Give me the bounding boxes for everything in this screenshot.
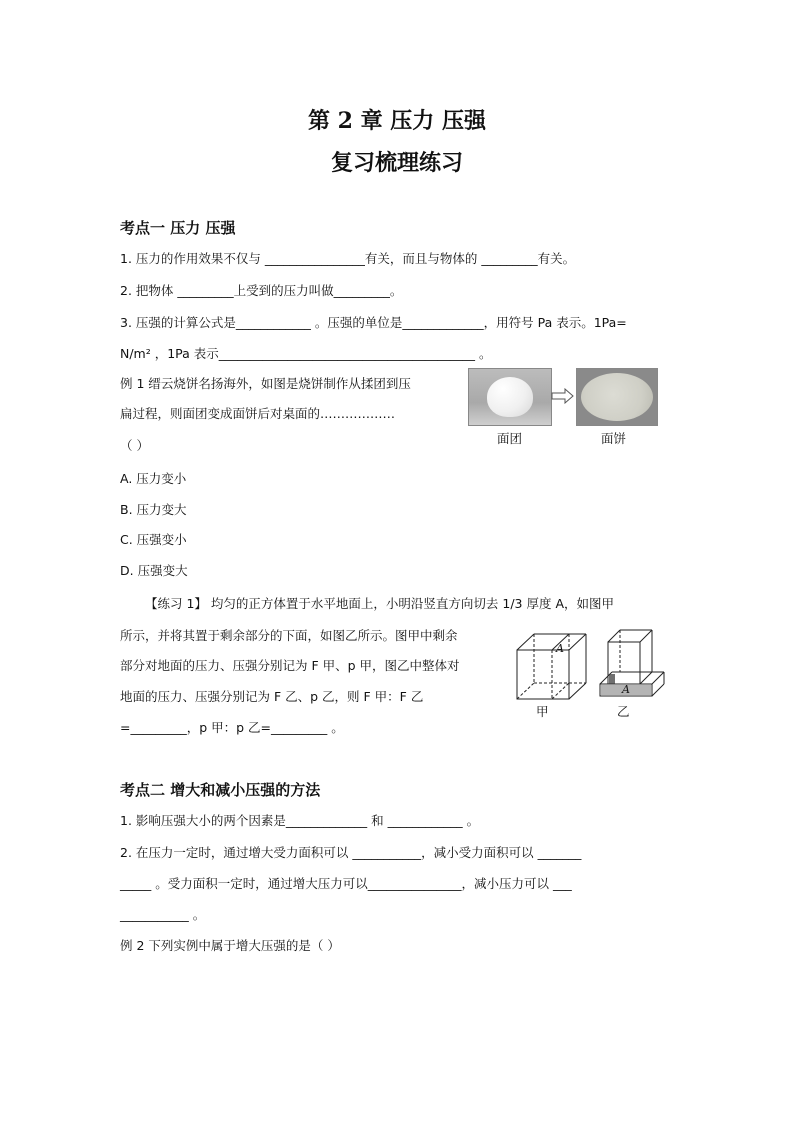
figure-label-a-right: A: [622, 683, 630, 696]
page-subtitle: 复习梳理练习: [330, 150, 463, 176]
figure-caption-yi: 乙: [617, 704, 630, 719]
s2-question-2b: _____ 。受力面积一定时，通过增大压力可以_______________，减小压力可以 ___: [120, 876, 572, 891]
example1-line1: 例 1 缙云烧饼名扬海外，如图是烧饼制作从揉团到压: [120, 376, 411, 391]
option-a: A. 压力变小: [120, 471, 187, 486]
example2: 例 2 下列实例中属于增大压强的是（ ）: [120, 938, 340, 953]
section1-heading: 考点一 压力 压强: [120, 219, 236, 237]
figure-caption-jia: 甲: [536, 704, 549, 719]
s2-question-2c: ___________ 。: [120, 907, 206, 922]
practice1-line2: 所示，并将其置于剩余部分的下面，如图乙所示。图甲中剩余: [120, 628, 458, 643]
example1-line2: 扁过程，则面团变成面饼后对桌面的………………: [120, 406, 396, 421]
s2-question-2a: 2. 在压力一定时，通过增大受力面积可以 ___________，减小受力面积可以 _______: [120, 845, 582, 860]
figure-label-a-left: A: [556, 642, 564, 655]
s1-question-1: 1. 压力的作用效果不仅与 ________________有关，而且与物体的 _________有关。: [120, 251, 576, 266]
practice1-line5: =_________，p 甲：p 乙=_________ 。: [120, 720, 344, 735]
option-c: C. 压强变小: [120, 532, 187, 547]
s1-question-3a: 3. 压强的计算公式是____________ 。压强的单位是_____________，用符号 Pa 表示。1Pa=: [120, 315, 627, 330]
practice1-line1: 【练习 1】 均匀的正方体置于水平地面上，小明沿竖直方向切去 1/3 厚度 A，如图甲: [145, 596, 614, 611]
s1-question-3b: N/m² ，1Pa 表示_________________________________________ 。: [120, 346, 492, 361]
option-d: D. 压强变大: [120, 563, 188, 578]
example1-line3: （ ）: [120, 438, 149, 453]
option-b: B. 压力变大: [120, 502, 187, 517]
page-title: 第 2 章 压力 压强: [308, 108, 486, 134]
practice1-line4: 地面的压力、压强分别记为 F 乙、p 乙，则 F 甲：F 乙: [120, 689, 424, 704]
flat-cake-photo: [576, 368, 658, 426]
arrow-icon: [551, 388, 575, 404]
dough-ball-label: 面团: [497, 431, 523, 446]
section2-heading: 考点二 增大和减小压强的方法: [120, 781, 321, 799]
s1-question-2: 2. 把物体 _________上受到的压力叫做_________。: [120, 283, 403, 298]
practice1-line3: 部分对地面的压力、压强分别记为 F 甲、p 甲，图乙中整体对: [120, 658, 460, 673]
s2-question-1: 1. 影响压强大小的两个因素是_____________ 和 ____________ 。: [120, 813, 480, 828]
flat-cake-label: 面饼: [601, 431, 627, 446]
dough-ball-photo: [468, 368, 552, 426]
